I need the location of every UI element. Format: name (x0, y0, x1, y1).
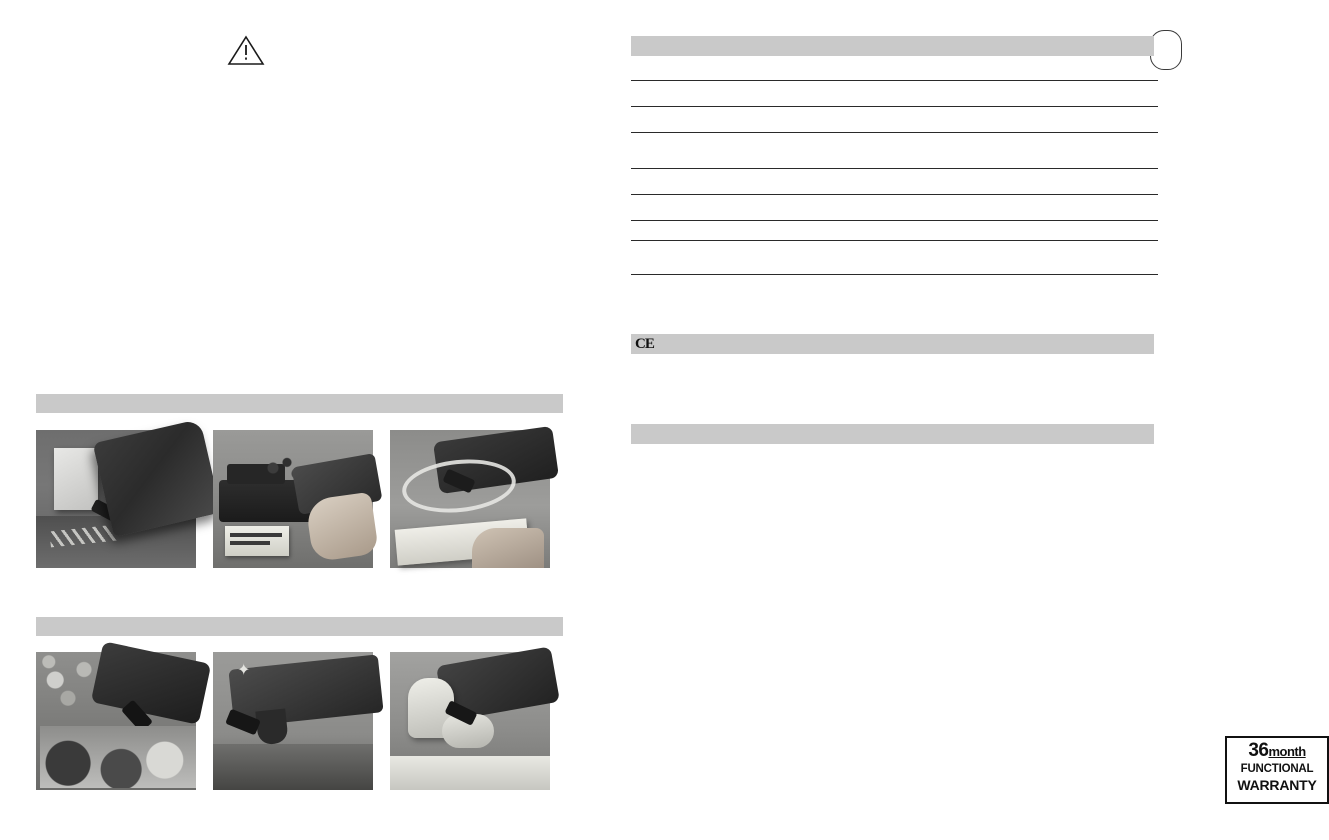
photo5-trigger (255, 709, 288, 746)
warranty-stamp (1225, 736, 1329, 804)
photo-glue-gun-card (36, 430, 196, 568)
spec-rule-8 (631, 274, 1158, 275)
photo-gun-on-star-card (213, 652, 373, 790)
spec-rule-5 (631, 194, 1158, 195)
photo-glue-bead-on-foam (390, 430, 550, 568)
left-page-column (0, 0, 595, 840)
warranty-line-3: WARRANTY (1237, 777, 1317, 793)
right-page-column (595, 0, 1317, 840)
photo2-box (225, 526, 289, 556)
spec-rule-3 (631, 132, 1158, 133)
spec-rule-6 (631, 220, 1158, 221)
photo-row-2 (36, 652, 550, 790)
warning-triangle-icon (228, 35, 264, 65)
spec-rule-1 (631, 80, 1158, 81)
photo-row-1 (36, 430, 550, 568)
warranty-duration (1227, 741, 1327, 762)
notes-heading-bar (631, 424, 1154, 444)
ce-mark-icon: CE (635, 336, 654, 352)
spec-rule-4 (631, 168, 1158, 169)
warranty-number: 36 (1248, 740, 1269, 761)
photo3-hand (472, 528, 544, 568)
photo6-base (390, 756, 550, 790)
ce-heading-bar (631, 334, 1154, 354)
warranty-unit: month (1268, 744, 1306, 759)
page-corner-marker (1150, 30, 1182, 70)
spec-rule-2 (631, 106, 1158, 107)
photo4-baubles (40, 726, 196, 788)
spec-rule-7 (631, 240, 1158, 241)
photo5-card (213, 744, 373, 790)
photo-beads-and-baubles (36, 652, 196, 790)
photo-model-train-assembly (213, 430, 373, 568)
warranty-line-2: FUNCTIONAL (1240, 763, 1314, 775)
photo-gluing-figurines (390, 652, 550, 790)
star-icon: ✦ (237, 662, 251, 679)
spec-heading-bar (631, 36, 1154, 56)
left-section-2-heading-bar (36, 617, 563, 636)
left-section-1-heading-bar (36, 394, 563, 413)
